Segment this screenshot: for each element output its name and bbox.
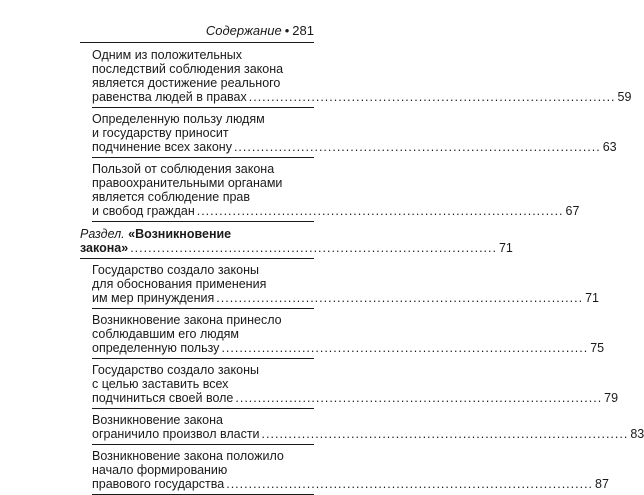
section-name: «Возникновение	[128, 227, 232, 241]
toc-entry[interactable]	[92, 158, 580, 222]
toc-section-heading[interactable]	[80, 222, 513, 259]
toc-entry-text: им мер принуждения	[92, 291, 215, 305]
toc-entry[interactable]	[92, 108, 617, 158]
toc-entry[interactable]	[92, 445, 609, 495]
toc-page-number: 59	[617, 90, 632, 104]
toc-page-number: 71	[498, 241, 513, 255]
dot-leader	[216, 291, 583, 305]
section-lead: Раздел.	[80, 227, 125, 241]
toc-entry-text: и свобод граждан	[92, 204, 195, 218]
toc-entry-text: для обоснования применения	[92, 277, 267, 291]
toc-entry[interactable]	[92, 259, 599, 309]
toc-entry-text: Определенную пользу людям	[92, 112, 265, 126]
dot-leader	[262, 427, 629, 441]
toc-entry-text: Возникновение закона положило	[92, 449, 284, 463]
dot-leader	[221, 341, 588, 355]
section-name: закона»	[80, 241, 129, 255]
dot-leader	[130, 241, 497, 255]
toc-entry[interactable]	[92, 359, 619, 409]
toc-entry-text: начало формированию	[92, 463, 228, 477]
toc-entry-text: и государству приносит	[92, 126, 229, 140]
toc-entry-text: подчинение всех закону	[92, 140, 232, 154]
toc-page-number: 83	[630, 427, 644, 441]
header-section-title: Содержание	[205, 23, 282, 38]
header-separator: •	[284, 23, 290, 38]
table-of-contents	[80, 44, 644, 495]
dot-leader	[226, 477, 593, 491]
toc-page-number: 87	[595, 477, 609, 491]
toc-entry-text: является достижение реального	[92, 76, 281, 90]
toc-entry[interactable]	[92, 309, 605, 359]
dot-leader	[197, 204, 564, 218]
toc-page-number: 63	[602, 140, 617, 154]
toc-entry[interactable]	[92, 409, 644, 445]
toc-entry-text: Государство создало законы	[92, 263, 259, 277]
toc-entry-text: Пользой от соблюдения закона	[92, 162, 275, 176]
toc-page-number: 67	[565, 204, 580, 218]
toc-entry-text: ограничило произвол власти	[92, 427, 260, 441]
toc-entry[interactable]	[92, 44, 632, 108]
toc-entry-text: Возникновение закона	[92, 413, 223, 427]
toc-entry-text: соблюдавшим его людям	[92, 327, 240, 341]
toc-entry-text: правоохранительными органами	[92, 176, 283, 190]
toc-entry-text: Возникновение закона принесло	[92, 313, 282, 327]
dot-leader	[235, 391, 602, 405]
dot-leader	[249, 90, 616, 104]
toc-page-number: 79	[604, 391, 619, 405]
toc-page-number: 71	[585, 291, 599, 305]
toc-entry-text: правового государства	[92, 477, 225, 491]
toc-page-number: 75	[590, 341, 605, 355]
toc-entry-text: определенную пользу	[92, 341, 220, 355]
toc-entry-text: Одним из положительных	[92, 48, 242, 62]
header-page-number: 281	[292, 23, 314, 38]
toc-entry-text: Государство создало законы	[92, 363, 259, 377]
toc-entry-text: последствий соблюдения закона	[92, 62, 284, 76]
toc-entry-text: с целью заставить всех	[92, 377, 229, 391]
toc-entry-text: является соблюдение прав	[92, 190, 251, 204]
toc-entry-text: равенства людей в правах	[92, 90, 247, 104]
dot-leader	[234, 140, 601, 154]
toc-entry-text: подчиниться своей воле	[92, 391, 234, 405]
running-header	[80, 22, 314, 43]
